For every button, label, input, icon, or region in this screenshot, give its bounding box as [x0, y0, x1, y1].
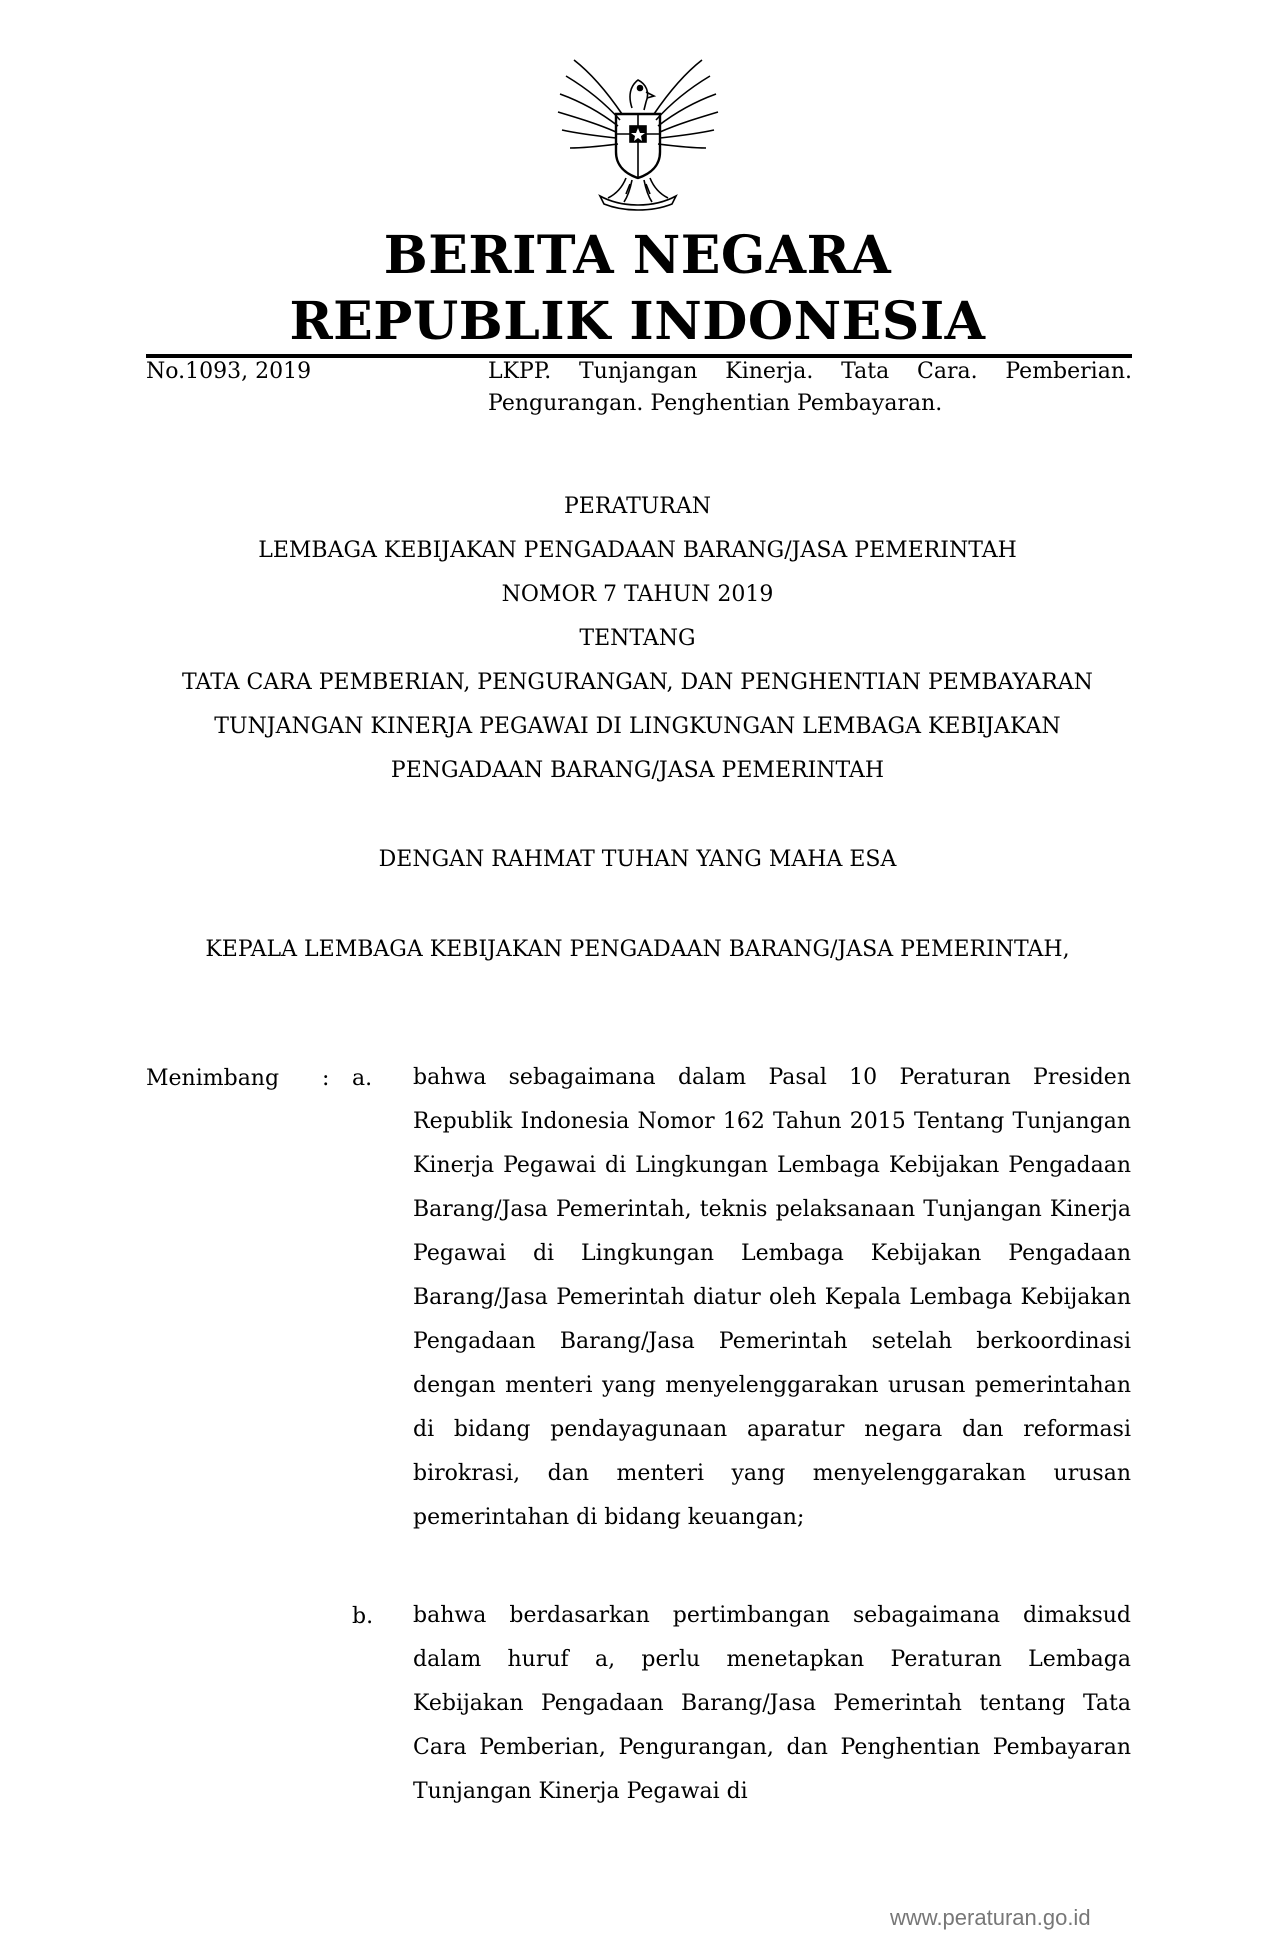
item-marker: a.: [352, 1066, 373, 1091]
regulation-subject-line: TUNJANGAN KINERJA PEGAWAI DI LINGKUNGAN LEMBAGA KEBIJAKAN: [214, 714, 1061, 739]
footer-website: www.peraturan.go.id: [890, 1905, 1091, 1930]
item-marker: b.: [352, 1604, 374, 1629]
consideration-text: bahwa berdasarkan pertimbangan sebagaimana dimaksud dalam huruf a, perlu menetapkan Peraturan Lembaga Kebijakan Pengadaan Barang/Jasa Pemerintah tentang Tata Cara Pemberian, Pengurangan, dan Penghentian Pembayaran Tunjangan Kinerja Pegawai di: [413, 1603, 1131, 1804]
masthead-title-line2: REPUBLIK INDONESIA: [289, 291, 986, 352]
considerations-label: Menimbang: [146, 1066, 280, 1091]
considerations-colon: :: [322, 1066, 330, 1091]
gazette-subject-line1: LKPP. Tunjangan Kinerja. Tata Cara. Pemberian.: [488, 359, 1132, 384]
regulation-institution: LEMBAGA KEBIJAKAN PENGADAAN BARANG/JASA PEMERINTAH: [258, 538, 1017, 563]
regulation-type: PERATURAN: [563, 494, 712, 519]
gazette-subject-line2: Pengurangan. Penghentian Pembayaran.: [488, 391, 943, 416]
gazette-number: No.1093, 2019: [146, 359, 312, 384]
invocation: DENGAN RAHMAT TUHAN YANG MAHA ESA: [378, 847, 897, 872]
regulation-number: NOMOR 7 TAHUN 2019: [501, 582, 774, 607]
consideration-text: bahwa sebagaimana dalam Pasal 10 Peraturan Presiden Republik Indonesia Nomor 162 Tahun 2015 Tentang Tunjangan Kinerja Pegawai di Lingkungan Lembaga Kebijakan Pengadaan Barang/Jasa Pemerintah, teknis pelaksanaan Tunjangan Kinerja Pegawai di Lingkungan Lembaga Kebijakan Pengadaan Barang/Jasa Pemerintah diatur oleh Kepala Lembaga Kebijakan Pengadaan Barang/Jasa Pemerintah setelah berkoordinasi dengan menteri yang menyelenggarakan urusan pemerintahan di bidang pendayagunaan aparatur negara dan reformasi birokrasi, dan menteri yang menyelenggarakan urusan pemerintahan di bidang keuangan;: [413, 1065, 1131, 1530]
masthead-title-line1: BERITA NEGARA: [383, 225, 892, 286]
garuda-emblem: [552, 52, 724, 212]
regulation-about: TENTANG: [579, 626, 696, 651]
regulation-subject-line: PENGADAAN BARANG/JASA PEMERINTAH: [390, 758, 885, 783]
regulation-subject-line: TATA CARA PEMBERIAN, PENGURANGAN, DAN PENGHENTIAN PEMBAYARAN: [182, 670, 1093, 695]
issuer: KEPALA LEMBAGA KEBIJAKAN PENGADAAN BARANG/JASA PEMERINTAH,: [205, 937, 1070, 962]
